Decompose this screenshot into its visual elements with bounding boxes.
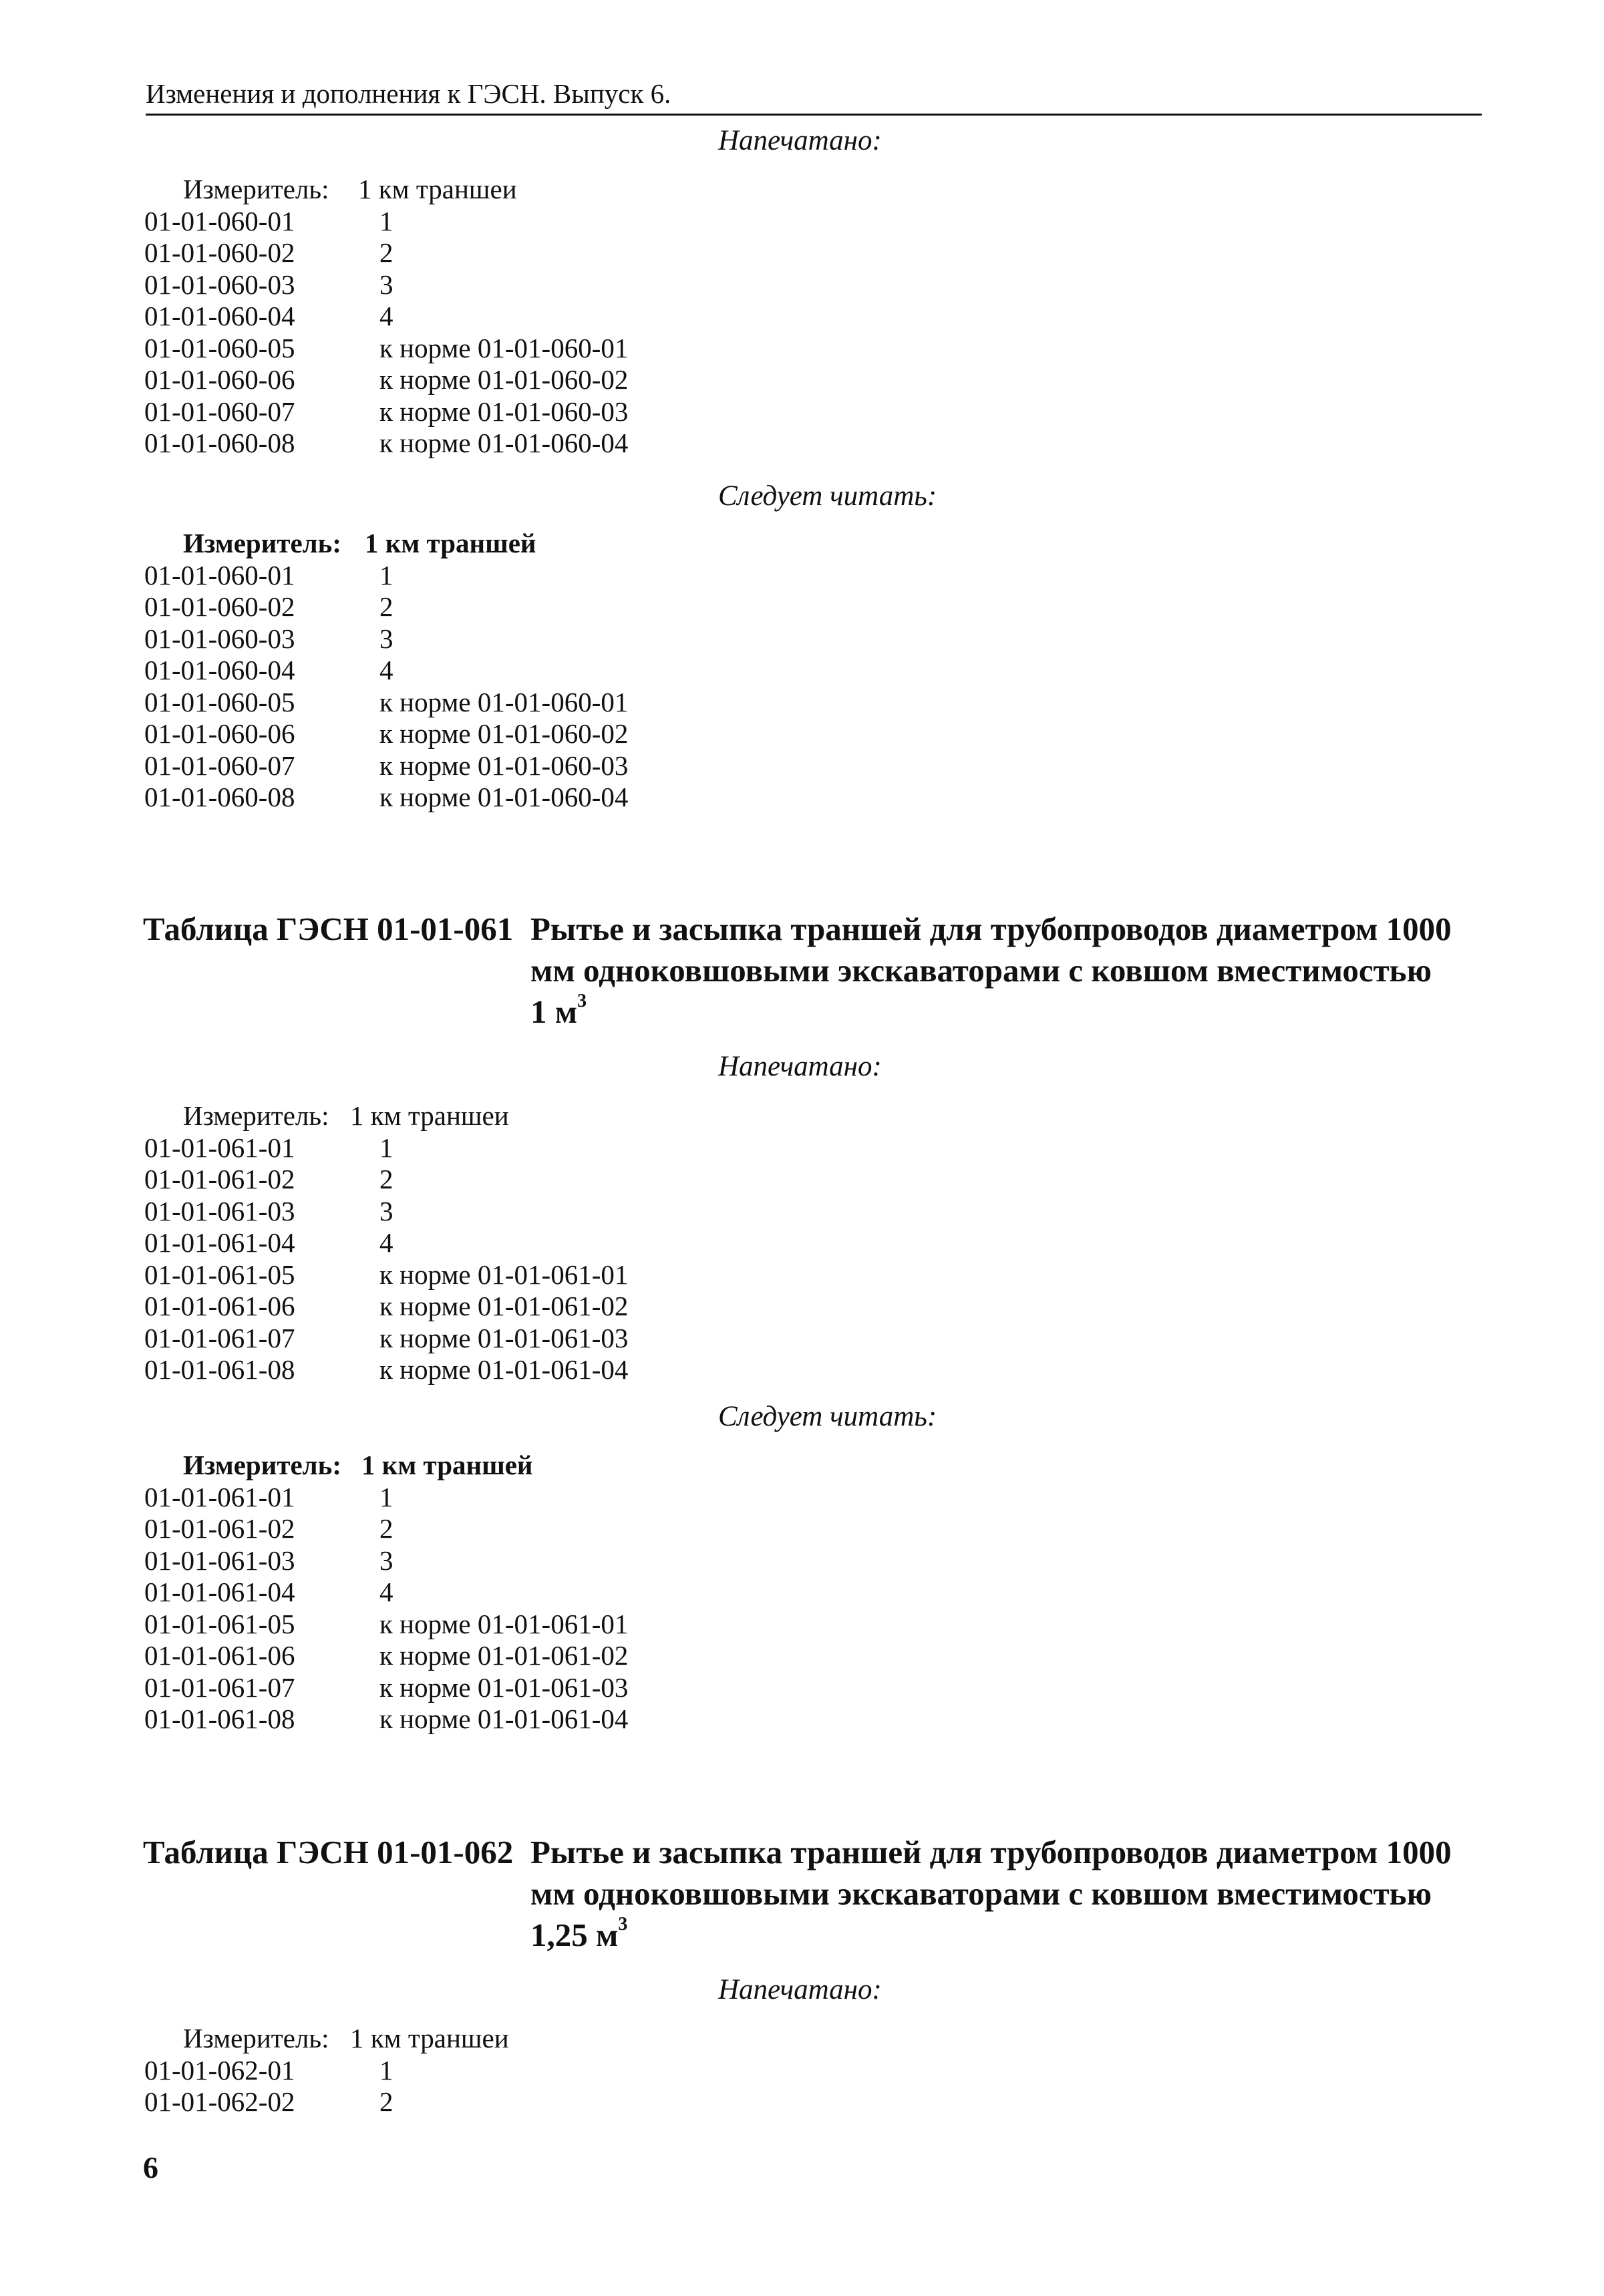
norm-value: к норме 01-01-060-02 xyxy=(379,718,629,749)
norm-code: 01-01-061-01 xyxy=(144,1481,295,1512)
norm-value: 3 xyxy=(379,1544,393,1576)
norm-code: 01-01-061-02 xyxy=(144,1513,295,1544)
norm-value: к норме 01-01-060-04 xyxy=(379,428,629,458)
norm-value: 1 xyxy=(379,559,393,591)
norm-value: 1 xyxy=(379,205,393,236)
norm-code: 01-01-060-01 xyxy=(144,205,295,236)
measure-unit: 1 км траншей xyxy=(365,528,536,558)
norm-value: 3 xyxy=(379,269,393,300)
measure-unit: 1 км траншей xyxy=(361,1450,533,1480)
title-prefix: Таблица ГЭСН 01-01-062 xyxy=(143,1834,514,1870)
norm-code: 01-01-060-08 xyxy=(144,782,295,812)
norm-value: к норме 01-01-061-03 xyxy=(379,1322,629,1353)
norm-code: 01-01-061-01 xyxy=(144,1132,295,1163)
norm-code: 01-01-060-02 xyxy=(144,237,295,268)
title-line-unit xyxy=(530,991,587,1033)
norm-value: 2 xyxy=(379,1513,393,1544)
norm-value: 4 xyxy=(379,1227,393,1258)
norm-code: 01-01-060-05 xyxy=(144,332,295,363)
norm-value: к норме 01-01-060-02 xyxy=(379,364,629,395)
norm-code: 01-01-061-06 xyxy=(144,1640,295,1671)
norm-value: 1 xyxy=(379,1132,393,1163)
norm-value: к норме 01-01-060-03 xyxy=(379,395,629,427)
norm-code: 01-01-060-04 xyxy=(144,301,295,331)
title-prefix: Таблица ГЭСН 01-01-061 xyxy=(143,911,514,947)
title-line-unit xyxy=(530,1915,627,1956)
norm-code: 01-01-061-06 xyxy=(144,1291,295,1321)
norm-code: 01-01-061-04 xyxy=(144,1227,295,1258)
title-line: мм одноковшовыми экскаваторами с ковшом вместимостью xyxy=(530,1875,1432,1912)
norm-code: 01-01-060-03 xyxy=(144,269,295,300)
printed-label: Напечатано: xyxy=(718,125,882,156)
norm-value: 2 xyxy=(379,237,393,268)
norm-value: 4 xyxy=(379,301,393,331)
norm-value: 1 xyxy=(379,1481,393,1512)
measure-label: Измеритель: xyxy=(183,1100,329,1131)
norm-value: к норме 01-01-061-01 xyxy=(379,1608,629,1639)
norm-value: 1 xyxy=(379,2054,393,2086)
norm-code: 01-01-060-03 xyxy=(144,623,295,654)
title-unit-exponent: 3 xyxy=(618,1914,628,1935)
norm-value: к норме 01-01-060-03 xyxy=(379,750,629,781)
norm-code: 01-01-061-03 xyxy=(144,1544,295,1576)
title-line: Рытье и засыпка траншей для трубопроводов диаметром 1000 xyxy=(530,911,1452,947)
measure-label: Измеритель: xyxy=(183,2023,329,2054)
norm-code: 01-01-061-08 xyxy=(144,1703,295,1734)
title-line: Рытье и засыпка траншей для трубопроводов диаметром 1000 xyxy=(530,1834,1452,1870)
norm-value: 3 xyxy=(379,1195,393,1226)
measure-label: Измеритель: xyxy=(183,528,342,558)
norm-code: 01-01-060-02 xyxy=(144,591,295,622)
norm-code: 01-01-060-04 xyxy=(144,655,295,685)
printed-label: Напечатано: xyxy=(718,1051,882,1082)
norm-code: 01-01-060-01 xyxy=(144,559,295,591)
title-unit: 1,25 м xyxy=(530,1917,619,1953)
correct-label: Следует читать: xyxy=(718,480,937,512)
title-unit: 1 м xyxy=(530,993,578,1030)
norm-code: 01-01-061-07 xyxy=(144,1322,295,1353)
norm-code: 01-01-060-06 xyxy=(144,718,295,749)
norm-value: 4 xyxy=(379,1577,393,1607)
norm-value: к норме 01-01-061-02 xyxy=(379,1640,629,1671)
norm-value: 2 xyxy=(379,2086,393,2117)
title-unit-exponent: 3 xyxy=(577,991,587,1011)
norm-code: 01-01-061-02 xyxy=(144,1164,295,1194)
norm-value: к норме 01-01-061-01 xyxy=(379,1259,629,1290)
norm-value: к норме 01-01-060-01 xyxy=(379,332,629,363)
measure-unit: 1 км траншеи xyxy=(350,1100,509,1131)
measure-label: Измеритель: xyxy=(183,1450,342,1480)
norm-code: 01-01-060-08 xyxy=(144,428,295,458)
measure-unit: 1 км траншеи xyxy=(358,174,517,204)
correct-label: Следует читать: xyxy=(718,1401,937,1432)
norm-code: 01-01-060-05 xyxy=(144,686,295,717)
printed-label: Напечатано: xyxy=(718,1974,882,2005)
norm-code: 01-01-061-03 xyxy=(144,1195,295,1226)
norm-value: 2 xyxy=(379,1164,393,1194)
norm-value: к норме 01-01-060-01 xyxy=(379,686,629,717)
norm-value: к норме 01-01-061-03 xyxy=(379,1671,629,1703)
norm-code: 01-01-060-06 xyxy=(144,364,295,395)
page-number: 6 xyxy=(143,2150,158,2184)
norm-code: 01-01-060-07 xyxy=(144,750,295,781)
norm-value: к норме 01-01-061-04 xyxy=(379,1354,629,1385)
title-line: мм одноковшовыми экскаваторами с ковшом вместимостью xyxy=(530,952,1432,989)
norm-code: 01-01-062-01 xyxy=(144,2054,295,2086)
norm-code: 01-01-061-07 xyxy=(144,1671,295,1703)
measure-unit: 1 км траншеи xyxy=(350,2023,509,2054)
norm-value: к норме 01-01-061-02 xyxy=(379,1291,629,1321)
norm-value: к норме 01-01-061-04 xyxy=(379,1703,629,1734)
norm-code: 01-01-061-05 xyxy=(144,1259,295,1290)
norm-code: 01-01-061-04 xyxy=(144,1577,295,1607)
norm-code: 01-01-062-02 xyxy=(144,2086,295,2117)
measure-label: Измеритель: xyxy=(183,174,329,204)
norm-value: 3 xyxy=(379,623,393,654)
page-header: Изменения и дополнения к ГЭСН. Выпуск 6. xyxy=(146,75,1482,116)
norm-code: 01-01-061-08 xyxy=(144,1354,295,1385)
norm-value: 2 xyxy=(379,591,393,622)
norm-code: 01-01-061-05 xyxy=(144,1608,295,1639)
norm-value: 4 xyxy=(379,655,393,685)
norm-value: к норме 01-01-060-04 xyxy=(379,782,629,812)
norm-code: 01-01-060-07 xyxy=(144,395,295,427)
